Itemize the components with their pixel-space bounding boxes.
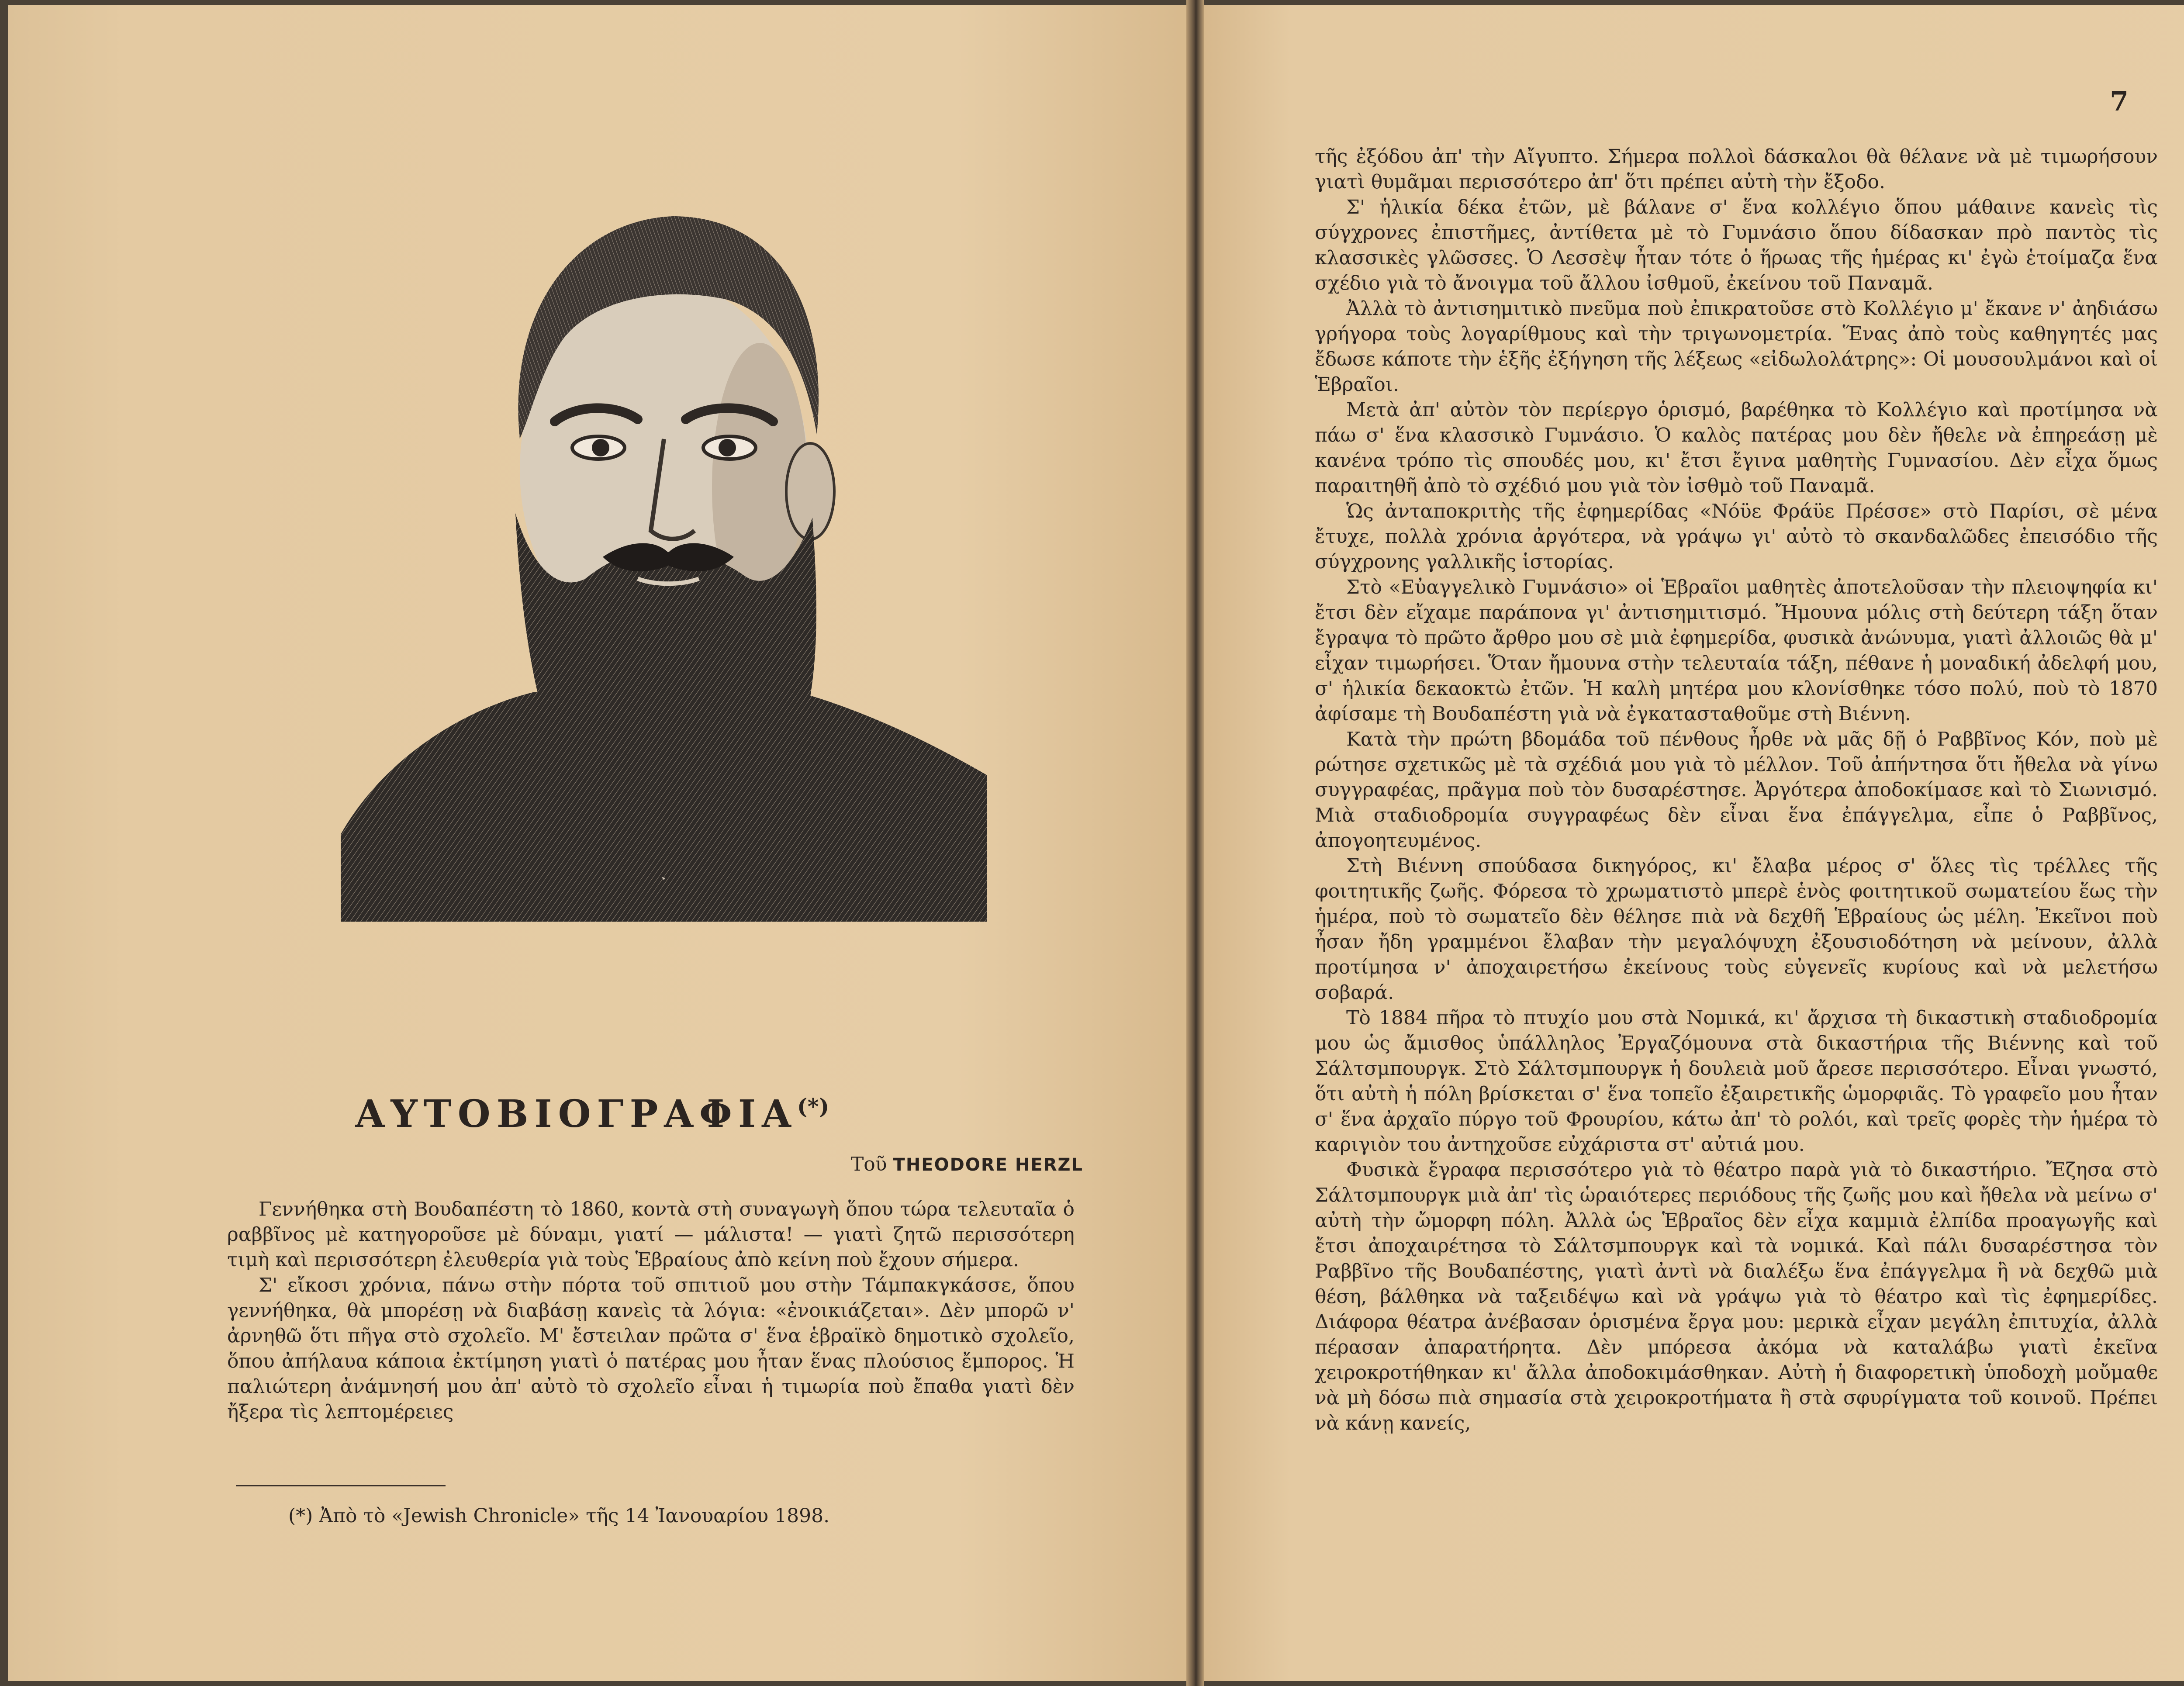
paragraph: Σ' εἴκοσι χρόνια, πάνω στὴν πόρτα τοῦ σπιτιοῦ μου στὴν Τάμπακγκάσσε, ὅπου γεννήθηκα, θὰ μπορέσῃ νὰ διαβάσῃ κανεὶς τὰ λόγια: «ἐνοικιάζεται». Δὲν μπορῶ ν' ἀρνηθῶ ὅτι πῆγα στὸ σχολεῖο. Μ' ἔστειλαν πρῶτα σ' ἕνα ἑβραϊκὸ δημοτικὸ σχολεῖο, ὅπου ἀπήλαυα κάποια ἐκτίμηση γιατὶ ὁ πατέρας μου ἦταν ἕνας πλούσιος ἔμπορος. Ἡ παλιώτερη ἀνάμνησή μου ἀπ' αὐτὸ τὸ σχολεῖο εἶναι ἡ τιμωρία ποὺ ἔπαθα γιατὶ δὲν ἤξερα τὶς λεπτομέρειες: [227, 1274, 1075, 1423]
paragraph: Ἀλλὰ τὸ ἀντισημιτικὸ πνεῦμα ποὺ ἐπικρατοῦσε στὸ Κολλέγιο μ' ἔκανε ν' ἀηδιάσω γρήγορα τοὺς λογαρίθμους καὶ τὴν τριγωνομετρία. Ἕνας ἀπὸ τοὺς καθηγητές μας ἔδωσε κάποτε τὴν ἑξῆς ἐξήγηση τῆς λέξεως «εἰδωλολάτρης»: Οἱ μουσουλμάνοι καὶ οἱ Ἑβραῖοι.: [1315, 297, 2158, 396]
paragraph: Σ' ἡλικία δέκα ἐτῶν, μὲ βάλανε σ' ἕνα κολλέγιο ὅπου μάθαινε κανεὶς τὶς σύγχρονες ἐπιστῆμες, ἀντίθετα μὲ τὸ Γυμνάσιο ὅπου δίδασκαν πρὸ παντὸς τὶς κλασσικὲς γλῶσσες. Ὁ Λεσσὲψ ἦταν τότε ὁ ἥρωας τῆς ἡμέρας κι' ἐγὼ ἑτοίμαζα ἕνα σχέδιο γιὰ τὸ ἄνοιγμα τοῦ ἄλλου ἰσθμοῦ, ἐκείνου τοῦ Παναμᾶ.: [1315, 196, 2158, 294]
paragraph: Στὴ Βιέννη σπούδασα δικηγόρος, κι' ἔλαβα μέρος σ' ὅλες τὶς τρέλλες τῆς φοιτητικῆς ζωῆς. Φόρεσα τὸ χρωματιστὸ μπερὲ ἑνὸς φοιτητικοῦ σωματείου ἕως τὴν ἡμέρα, ποὺ τὸ σωματεῖο δὲν θέλησε πιὰ νὰ δεχθῆ Ἑβραίους ὡς μέλη. Ἐκεῖνοι ποὺ ἦσαν ἤδη γραμμένοι ἔλαβαν τὴν μεγαλόψυχη ἐξουσιοδότηση νὰ μείνουν, ἀλλὰ προτίμησα ν' ἀποχαιρετήσω ἐκείνους τοὺς εὐγενεῖς κυρίους καὶ νὰ μελετήσω σοβαρά.: [1315, 855, 2158, 1004]
paragraph: τῆς ἐξόδου ἀπ' τὴν Αἴγυπτο. Σήμερα πολλοὶ δάσκαλοι θὰ θέλανε νὰ μὲ τιμωρήσουν γιατὶ θυμᾶμαι περισσότερο ἀπ' ὅτι πρέπει αὐτὴ τὴν ἔξοδο.: [1315, 145, 2158, 193]
right-body-text: [1315, 144, 2158, 1436]
footnote-divider: [236, 1485, 446, 1486]
portrait-illustration: [332, 155, 996, 922]
paragraph: Ὡς ἀνταποκριτὴς τῆς ἐφημερίδας «Νόϋε Φράϋε Πρέσσε» στὸ Παρίσι, σὲ μένα ἔτυχε, πολλὰ χρόνια ἀργότερα, νὰ γράψω γι' αὐτὸ τὸ σκανδαλῶδες ἐπεισόδιο τῆς σύγχρονης γαλλικῆς ἱστορίας.: [1315, 500, 2158, 573]
paragraph: Γεννήθηκα στὴ Βουδαπέστη τὸ 1860, κοντὰ στὴ συναγωγὴ ὅπου τώρα τελευταῖα ὁ ραββῖνος μὲ κατηγοροῦσε μὲ δύναμι, γιατί — μάλιστα! — γιατὶ ζητῶ περισσότερη τιμὴ καὶ περισσότερη ἐλευθερία γιὰ τοὺς Ἑβραίους ἀπὸ κείνη ποὺ ἔχουν σήμερα.: [227, 1198, 1075, 1271]
byline-prefix: Τοῦ: [850, 1153, 887, 1175]
article-title: ΑΥΤΟΒΙΟΓΡΑΦΙΑ(*): [355, 1092, 829, 1136]
paragraph: Κατὰ τὴν πρώτη βδομάδα τοῦ πένθους ἦρθε νὰ μᾶς δῇ ὁ Ραββῖνος Κόν, ποὺ μὲ ρώτησε σχετικῶς μὲ τὰ σχέδιά μου γιὰ τὸ μέλλον. Τοῦ ἀπήντησα ὅτι ἤθελα νὰ γίνω συγγραφέας, πρᾶγμα ποὺ τὸν δυσαρέστησε. Ἀργότερα ἀποδοκίμασε καὶ τὸ Σιωνισμό. Μιὰ σταδιοδρομία συγγραφέως δὲν εἶναι ἕνα ἐπάγγελμα, εἶπε ὁ Ραββῖνος, ἀπογοητευμένος.: [1315, 728, 2158, 852]
left-body-text: [227, 1197, 1075, 1425]
book-gutter: [1186, 0, 1204, 1686]
paragraph: Φυσικὰ ἔγραφα περισσότερο γιὰ τὸ θέατρο παρὰ γιὰ τὸ δικαστήριο. Ἔζησα στὸ Σάλτσμπουργκ μιὰ ἀπ' τὶς ὡραιότερες περιόδους τῆς ζωῆς μου καὶ ἤθελα νὰ μείνω σ' αὐτὴ τὴν ὤμορφη πόλη. Ἀλλὰ ὡς Ἑβραῖος δὲν εἶχα καμμιὰ ἐλπίδα προαγωγῆς καὶ ἔτσι ἀποχαιρέτησα τὸ Σάλτσμπουργκ καὶ τὰ νομικά. Καὶ πάλι δυσαρέστησα τὸν Ραββῖνο τῆς Βουδαπέστης, γιατὶ ἀντὶ νὰ διαλέξω ἕνα ἐπάγγελμα ἢ νὰ δεχθῶ μιὰ θέση, βάλθηκα νὰ ταξειδέψω καὶ νὰ γράψω γιὰ τὸ θέατρο καὶ τὶς ἐφημερίδες. Διάφορα θέατρα ἀνέβασαν ὁρισμένα ἔργα μου: μερικὰ εἶχαν μεγάλη ἐπιτυχία, ἀλλὰ πέρασαν ἀπαρατήρητα. Δὲν μπόρεσα ἀκόμα νὰ καταλάβω γιατὶ ἐκεῖνα χειροκροτήθηκαν κι' ἄλλα ἀποδοκιμάσθηκαν. Αὐτὴ ἡ διαφορετικὴ ὑποδοχὴ μοὔμαθε νὰ μὴ δόσω πιὰ σημασία στὰ χειροκροτήματα ἢ στὰ σφυρίγματα τοῦ κοινοῦ. Πρέπει νὰ κάνῃ κανείς,: [1315, 1159, 2158, 1434]
title-footnote-marker: (*): [797, 1093, 829, 1119]
byline: [786, 1153, 1083, 1175]
paragraph: Τὸ 1884 πῆρα τὸ πτυχίο μου στὰ Νομικά, κι' ἄρχισα τὴ δικαστικὴ σταδιοδρομία μου ὡς ἄμισθος ὑπάλληλος Ἐργαζόμουνα στὰ δικαστήρια τῆς Βιέννης καὶ τοῦ Σάλτσμπουργκ. Στὸ Σάλτσμπουργκ ἡ δουλειὰ μοῦ ἄρεσε περισσότερο. Εἶναι γνωστό, ὅτι αὐτὴ ἡ πόλη βρίσκεται σ' ἕνα τοπεῖο ἐξαιρετικῆς ὡμορφιᾶς. Τὸ γραφεῖο μου ἦταν σ' ἕνα ἀρχαῖο πύργο τοῦ Φρουρίου, κάτω ἀπ' τὸ ρολόι, καὶ τρεῖς φορὲς τὴν ἡμέρα τὸ καριγιὸν του ἀντηχοῦσε εὐχάριστα στ' αὐτιά μου.: [1315, 1007, 2158, 1156]
page-number: 7: [2110, 85, 2129, 117]
footnote: (*) Ἀπὸ τὸ «Jewish Chronicle» τῆς 14 Ἰανουαρίου 1898.: [288, 1505, 830, 1527]
paragraph: Στὸ «Εὐαγγελικὸ Γυμνάσιο» οἱ Ἑβραῖοι μαθητὲς ἀποτελοῦσαν τὴν πλειοψηφία κι' ἔτσι δὲν εἴχαμε παράπονα γι' ἀντισημιτισμό. Ἤμουνα μόλις στὴ δεύτερη τάξη ὅταν ἔγραψα τὸ πρῶτο ἄρθρο μου σὲ μιὰ ἐφημερίδα, φυσικὰ ἀνώνυμα, γιατὶ ἀλλοιῶς θὰ μ' εἶχαν τιμωρήσει. Ὅταν ἤμουνα στὴν τελευταία τάξη, πέθανε ἡ μοναδική ἀδελφή μου, σ' ἡλικία δεκαοκτὼ ἐτῶν. Ἡ καλὴ μητέρα μου κλονίσθηκε τόσο πολύ, ποὺ τὸ 1870 ἀφίσαμε τὴ Βουδαπέστη γιὰ νὰ ἐγκατασταθοῦμε στὴ Βιέννη.: [1315, 576, 2158, 725]
author-name: THEODORE HERZL: [893, 1155, 1083, 1175]
paragraph: Μετὰ ἀπ' αὐτὸν τὸν περίεργο ὁρισμό, βαρέθηκα τὸ Κολλέγιο καὶ προτίμησα νὰ πάω σ' ἕνα κλασσικὸ Γυμνάσιο. Ὁ καλὸς πατέρας μου δὲν ἤθελε νὰ ἐπηρεάσῃ μὲ κανένα τρόπο τὶς σπουδές μου, κι' ἔτσι ἔγινα μαθητὴς Γυμνασίου. Δὲν εἶχα ὅμως παραιτηθῆ ἀπὸ τὸ σχέδιό μου γιὰ τὸν ἰσθμὸ τοῦ Παναμᾶ.: [1315, 399, 2158, 497]
